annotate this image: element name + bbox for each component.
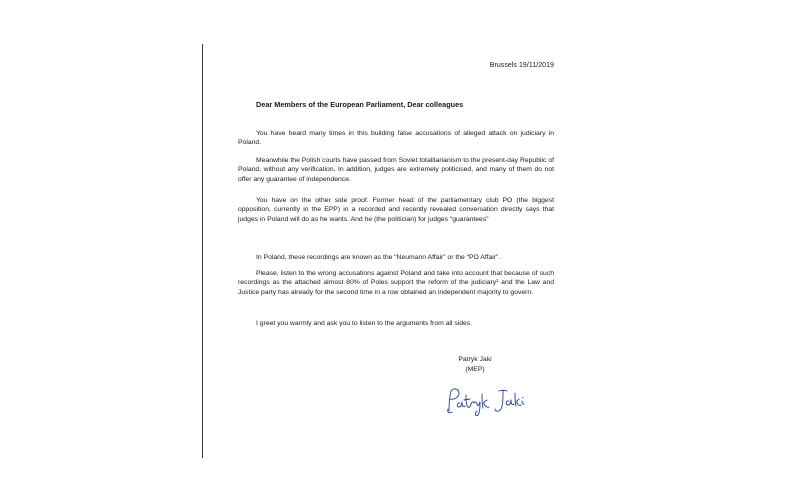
letter-salutation: Dear Members of the European Parliament, Dear colleagues xyxy=(256,100,464,109)
letter-paragraph: In Poland, these recordings are known as the “Neumann Affair” or the “PO Affair”. xyxy=(256,254,501,261)
letter-paragraph: I greet you warmly and ask you to listen to the arguments from all sides. xyxy=(256,320,473,327)
signer-name: Patryk Jaki xyxy=(458,356,492,363)
letter-paragraph: You have on the other side proof. Former head of the parliamentary club PO (the biggest opposition, currently in the EPP) in a recorded and recently revealed conversation directly says that judges in Poland will do as he wants. And he (the politician) for judges “guarantees” xyxy=(238,197,554,223)
page-margin-line xyxy=(202,44,203,458)
signer-title: (MEP) xyxy=(465,365,485,373)
letter-paragraph: Please, listen to the wrong accusations against Poland and take into account that because of such recordings as the attached almost 80% of Poles support the reform of the judiciary¹ and the Law and Justice party has already for the second time in a row obtained an independent majority to govern. xyxy=(238,270,554,296)
letter-date: Brussels 19/11/2019 xyxy=(489,62,554,69)
letter-page xyxy=(238,0,554,504)
handwritten-signature xyxy=(443,385,525,419)
letter-paragraph: You have heard many times in this building false accusations of alleged attack on judiciary in Poland. xyxy=(238,130,554,147)
signer-block xyxy=(450,355,500,374)
letter-paragraph: Meanwhile the Polish courts have passed from Soviet totalitarianism to the present-day Republic of Poland, without any verification. In addition, judges are extremely politicised, and many of them do not offer any guarantee of independence. xyxy=(238,157,554,183)
